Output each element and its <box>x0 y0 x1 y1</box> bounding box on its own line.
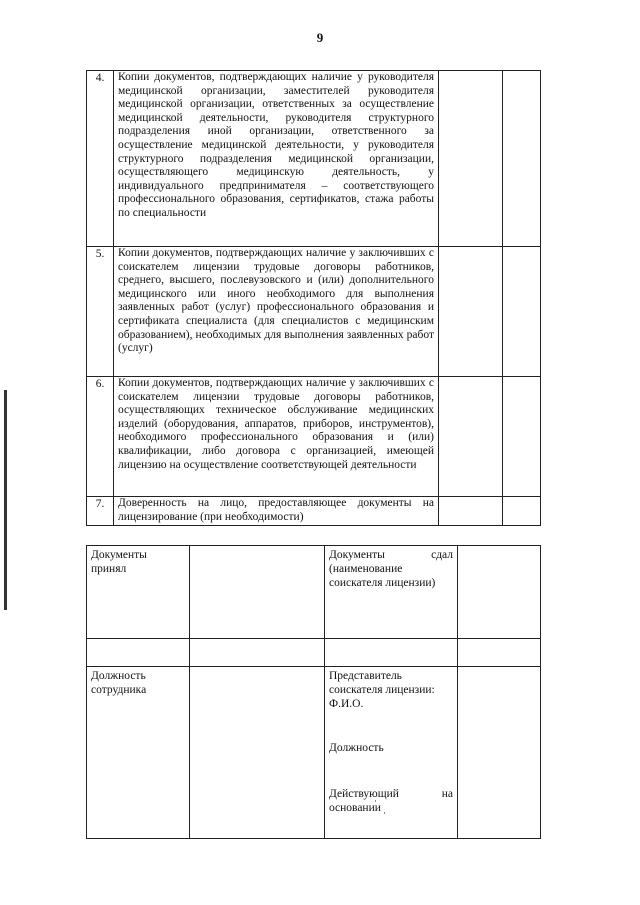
acting-word-1: Действующий <box>329 788 399 800</box>
table-row <box>87 71 541 247</box>
acting-word-2: на <box>441 788 453 800</box>
row-number: 5. <box>87 247 114 377</box>
signature-row <box>87 546 541 639</box>
submitted-word-1: Документы <box>329 549 385 561</box>
signature-row <box>87 667 541 839</box>
table-row <box>87 377 541 497</box>
signature-field <box>458 546 541 639</box>
row-text: Копии документов, подтверждающих наличие у заключивших с соискателем лицензии трудовые договоры работников, среднего, высшего, послевузовского и (или) дополнительного медицинского или иного необходимого для выполнения заявленных работ (услуг) профессионального образования и сертификата специалиста (для специалистов с медицинским образованием), необходимых для выполнения заявленных работ (услуг) <box>114 247 439 377</box>
spacer-row <box>87 639 541 667</box>
representative-cell <box>325 667 458 839</box>
row-number: 7. <box>87 497 114 526</box>
empty-cell <box>439 247 503 377</box>
documents-table <box>86 70 541 526</box>
empty-cell <box>503 497 541 526</box>
row-number: 6. <box>87 377 114 497</box>
signature-field <box>190 546 325 639</box>
position-label: Должность <box>329 742 384 754</box>
signature-field <box>458 667 541 839</box>
submitted-word-2: сдал <box>431 549 453 561</box>
representative-label: Представитель соискателя лицензии: Ф.И.О. <box>329 670 435 710</box>
signature-table <box>86 545 541 839</box>
empty-cell <box>439 71 503 247</box>
empty-cell <box>439 377 503 497</box>
submitted-label <box>325 546 458 639</box>
row-text: Копии документов, подтверждающих наличие у заключивших с соискателем лицензии трудовые договоры работников, осуществляющих техническое обслуживание медицинских изделий (оборудования, аппаратов, приборов, инструментов), необходимого профессионального образования и (или) квалификации, либо договора с организацией, имеющей лицензию на осуществление соответствующей деятельности <box>114 377 439 497</box>
table-row <box>87 247 541 377</box>
empty-cell <box>503 71 541 247</box>
submitted-rest: (наименование соискателя лицензии) <box>329 563 436 589</box>
row-text: Доверенность на лицо, предоставляющее документы на лицензирование (при необходимости) <box>114 497 439 526</box>
employee-position-label: Должность сотрудника <box>87 667 190 839</box>
table-row <box>87 497 541 526</box>
row-text: Копии документов, подтверждающих наличие у руководителя медицинской организации, заместителей руководителя медицинской организации, ответственных за осуществление медицинской деятельности, руководителя структурного подразделения иной организации, ответственного за осуществление медицинской деятельности, у руководителя структурного подразделения медицинской организации, осуществляющего медицинскую деятельность, у индивидуального предпринимателя – соответствующего профессионального образования, сертификатов, стажа работы по специальности <box>114 71 439 247</box>
page-number: 9 <box>316 30 324 45</box>
signature-field <box>190 667 325 839</box>
empty-cell <box>439 497 503 526</box>
empty-cell <box>503 247 541 377</box>
acting-rest: основании <box>329 802 381 814</box>
scan-margin-mark <box>4 390 7 610</box>
row-number: 4. <box>87 71 114 247</box>
empty-cell <box>503 377 541 497</box>
accepted-label: Документы принял <box>87 546 190 639</box>
